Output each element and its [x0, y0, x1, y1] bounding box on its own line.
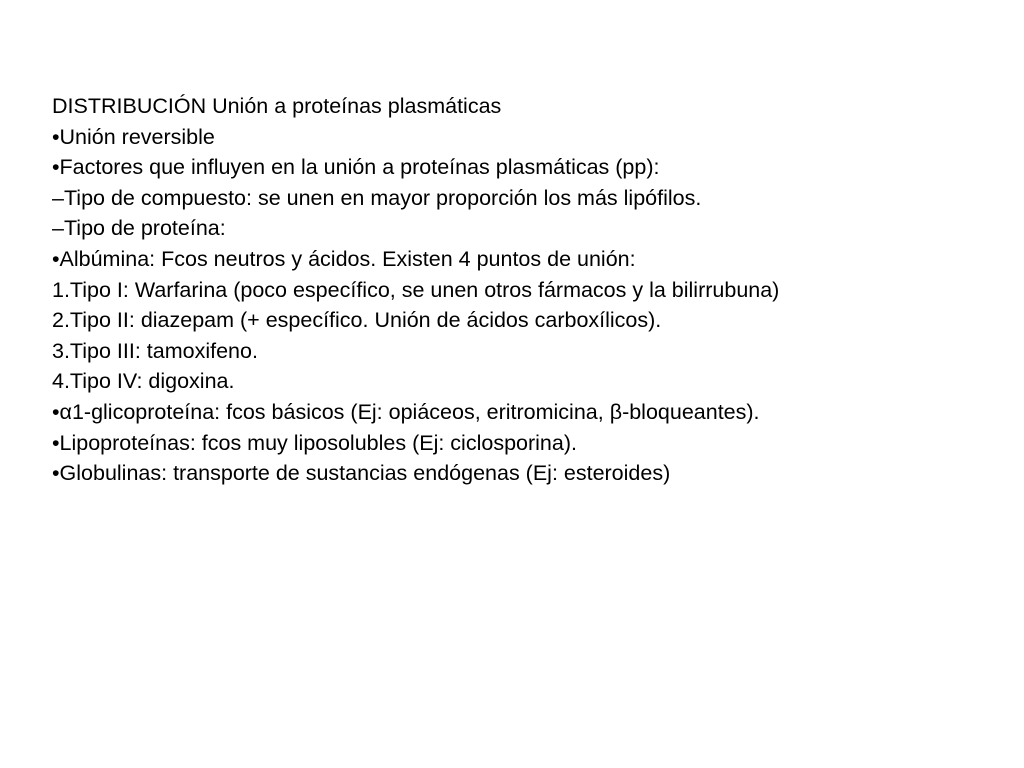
sub-bullet-line: –Tipo de proteína:: [52, 216, 226, 241]
numbered-line: 4.Tipo IV: digoxina.: [52, 369, 235, 394]
bullet-line: •Globulinas: transporte de sustancias endógenas (Ej: esteroides): [52, 461, 671, 486]
sub-bullet-line: –Tipo de compuesto: se unen en mayor proporción los más lipófilos.: [52, 185, 702, 210]
bullet-line: •Lipoproteínas: fcos muy liposolubles (Ej: ciclosporina).: [52, 430, 577, 455]
numbered-line: 1.Tipo I: Warfarina (poco específico, se unen otros fármacos y la bilirrubuna): [52, 277, 780, 302]
bullet-line: •Factores que influyen en la unión a proteínas plasmáticas (pp):: [52, 155, 660, 180]
numbered-line: 3.Tipo III: tamoxifeno.: [52, 338, 258, 363]
slide-body-text: [52, 91, 992, 489]
bullet-line: •Albúmina: Fcos neutros y ácidos. Existen 4 puntos de unión:: [52, 246, 636, 271]
bullet-line: •Unión reversible: [52, 124, 215, 149]
bullet-line: •α1-glicoproteína: fcos básicos (Ej: opiáceos, eritromicina, β-bloqueantes).: [52, 399, 760, 424]
slide-title-line: DISTRIBUCIÓN Unión a proteínas plasmáticas: [52, 94, 502, 118]
numbered-line: 2.Tipo II: diazepam (+ específico. Unión de ácidos carboxílicos).: [52, 308, 662, 333]
